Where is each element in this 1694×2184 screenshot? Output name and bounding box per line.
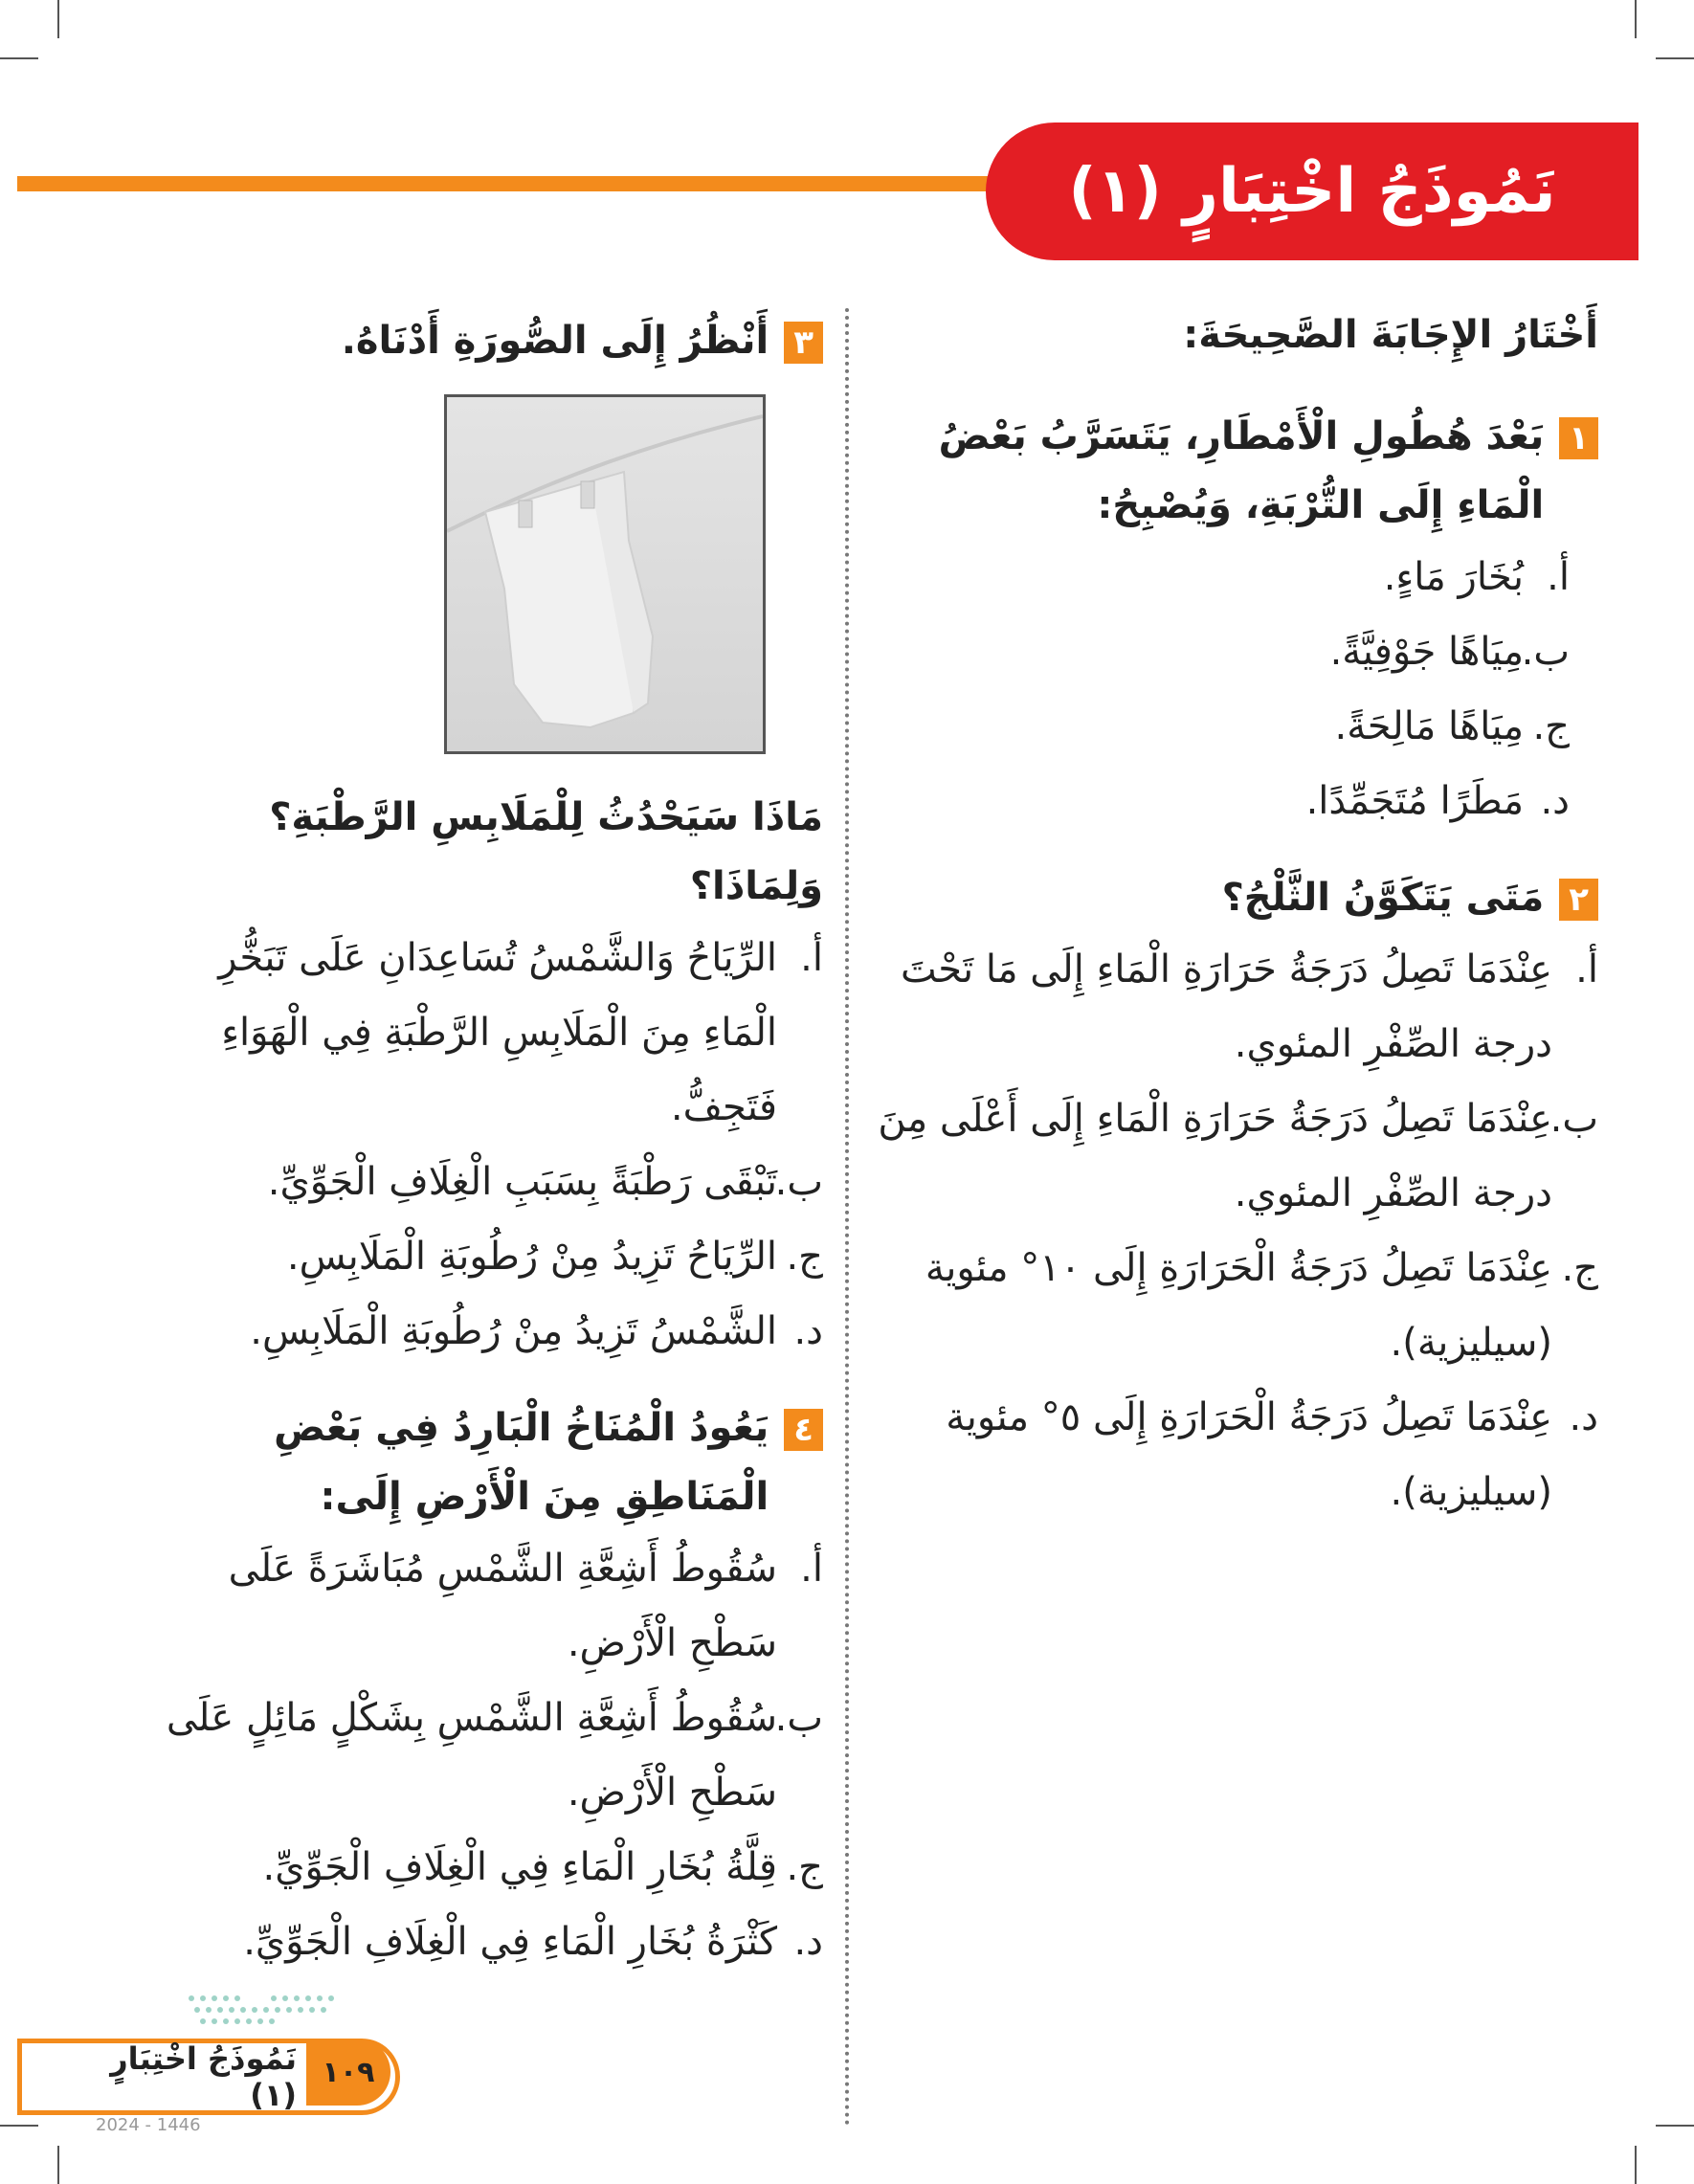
option-text: قِلَّةُ بُخَارِ الْمَاءِ فِي الْغِلَافِ الْجَوِّيِّ. (262, 1845, 777, 1889)
question-number: ٢ (1559, 879, 1598, 921)
header-rule (17, 176, 1013, 191)
crop-mark (1635, 0, 1637, 38)
question-text: بَعْدَ هُطُولِ الْأَمْطَارِ، يَتَسَرَّبُ بَعْضُ الْمَاءِ إِلَى التُّرْبَةِ، وَيُصْبِحُ: (938, 414, 1545, 527)
crop-mark (57, 0, 59, 38)
instructions: أَخْتَارُ الإِجَابَةَ الصَّحِيحَةَ: (1183, 313, 1598, 357)
question-number: ٣ (784, 322, 823, 364)
option-letter: ج. (786, 1845, 823, 1889)
option-letter: أ. (800, 1547, 823, 1591)
option-text: مَطَرًا مُتَجَمِّدًا. (1305, 779, 1524, 823)
option-text: سُقُوطُ أَشِعَّةِ الشَّمْسِ بِشَكْلٍ مَائِلٍ عَلَى سَطْحِ الْأَرْضِ. (166, 1696, 777, 1815)
answer-option[interactable] (871, 1231, 1598, 1380)
wet-clothes-photo (444, 394, 766, 754)
hanging-shirt-illustration (447, 397, 763, 751)
option-text: كَثْرَةُ بُخَارِ الْمَاءِ فِي الْغِلَافِ الْجَوِّيِّ. (243, 1920, 777, 1964)
page-number: ١٠٩ (306, 2039, 390, 2106)
option-letter: أ. (1547, 555, 1570, 599)
option-text: الرِّيَاحُ تَزِيدُ مِنْ رُطُوبَةِ الْمَلَابِسِ. (286, 1235, 777, 1279)
option-letter: د. (793, 1920, 823, 1964)
question-text: يَعُودُ الْمُنَاخُ الْبَارِدُ فِي بَعْضِ الْمَنَاطِقِ مِنَ الْأَرْضِ إِلَى: (274, 1406, 769, 1519)
question-4 (153, 1393, 823, 1979)
option-letter: ب. (774, 1160, 823, 1204)
option-text: عِنْدَمَا تَصِلُ دَرَجَةُ حَرَارَةِ الْمَاءِ إِلَى مَا تَحْتَ درجة الصِّفْرِ المئوي. (900, 947, 1552, 1066)
answer-option[interactable] (153, 921, 823, 1145)
option-text: بُخَارَ مَاءٍ. (1383, 555, 1524, 599)
question-number: ٤ (784, 1409, 823, 1451)
option-letter: ج. (1532, 704, 1570, 748)
answer-option[interactable] (871, 932, 1598, 1081)
answer-option[interactable] (871, 1380, 1598, 1529)
option-text: عِنْدَمَا تَصِلُ دَرَجَةُ الْحَرَارَةِ إِلَى ١٠° مئوية (سيليزية). (925, 1246, 1552, 1365)
answer-option[interactable] (871, 540, 1570, 614)
option-letter: ج. (786, 1235, 823, 1279)
option-letter: ج. (1561, 1246, 1598, 1290)
option-letter: ب. (1549, 1097, 1598, 1141)
answer-option[interactable] (871, 689, 1570, 764)
ministry-logo-dots (182, 1991, 345, 2029)
answer-option[interactable] (153, 1830, 823, 1905)
answer-option[interactable] (871, 1081, 1598, 1231)
crop-mark (1635, 2146, 1637, 2184)
crop-mark (0, 2125, 38, 2127)
option-letter: د. (1540, 779, 1570, 823)
crop-mark (1656, 2125, 1694, 2127)
question-text: أَنْظُرُ إِلَى الصُّورَةِ أَدْنَاهُ. (341, 319, 769, 363)
option-text: سُقُوطُ أَشِعَّةِ الشَّمْسِ مُبَاشَرَةً عَلَى سَطْحِ الْأَرْضِ. (228, 1547, 777, 1665)
question-subtext: مَاذَا سَيَحْدُثُ لِلْمَلَابِسِ الرَّطْبَةِ؟ وَلِمَاذَا؟ (269, 795, 823, 908)
option-letter: ب. (1521, 630, 1570, 674)
option-text: عِنْدَمَا تَصِلُ دَرَجَةُ الْحَرَارَةِ إِلَى ٥° مئوية (سيليزية). (946, 1395, 1552, 1514)
answer-option[interactable] (153, 1531, 823, 1681)
answer-option[interactable] (153, 1294, 823, 1369)
answer-option[interactable] (153, 1219, 823, 1294)
crop-mark (1656, 57, 1694, 59)
column-divider (845, 308, 849, 2127)
right-column (871, 306, 1598, 1554)
question-number: ١ (1559, 417, 1598, 459)
footer-title: نَمُوذَجُ اخْتِبَارٍ (١) (110, 2040, 297, 2113)
option-text: الشَّمْسُ تَزِيدُ مِنْ رُطُوبَةِ الْمَلَابِسِ. (250, 1309, 777, 1353)
option-text: الرِّيَاحُ وَالشَّمْسُ تُسَاعِدَانِ عَلَى تَبَخُّرِ الْمَاءِ مِنَ الْمَلَابِسِ الرَّطْبَةِ فِي الْهَوَاءِ فَتَجِفُّ. (218, 936, 777, 1129)
question-1 (871, 402, 1598, 838)
option-letter: ب. (774, 1696, 823, 1740)
option-text: عِنْدَمَا تَصِلُ دَرَجَةُ حَرَارَةِ الْمَاءِ إِلَى أَعْلَى مِنَ درجة الصِّفْرِ المئوي. (878, 1097, 1552, 1215)
answer-option[interactable] (871, 764, 1570, 838)
answer-option[interactable] (153, 1681, 823, 1830)
question-2 (871, 863, 1598, 1529)
option-text: تَبْقَى رَطْبَةً بِسَبَبِ الْغِلَافِ الْجَوِّيِّ. (267, 1160, 777, 1204)
option-letter: أ. (800, 936, 823, 980)
option-text: مِيَاهًا جَوْفِيَّةً. (1329, 630, 1524, 674)
question-3 (153, 306, 823, 1369)
footer-year: 2024 - 1446 (96, 2115, 201, 2135)
left-column (153, 306, 823, 2004)
option-letter: أ. (1575, 947, 1598, 992)
option-letter: د. (1569, 1395, 1598, 1439)
crop-mark (57, 2146, 59, 2184)
answer-option[interactable] (153, 1145, 823, 1219)
option-letter: د. (793, 1309, 823, 1353)
option-text: مِيَاهًا مَالِحَةً. (1334, 704, 1524, 748)
answer-option[interactable] (871, 614, 1570, 689)
answer-option[interactable] (153, 1905, 823, 1979)
question-text: مَتَى يَتَكَوَّنُ الثَّلْجُ؟ (1221, 876, 1545, 920)
page-title: نَمُوذَجُ اخْتِبَارٍ (١) (986, 123, 1638, 260)
crop-mark (0, 57, 38, 59)
